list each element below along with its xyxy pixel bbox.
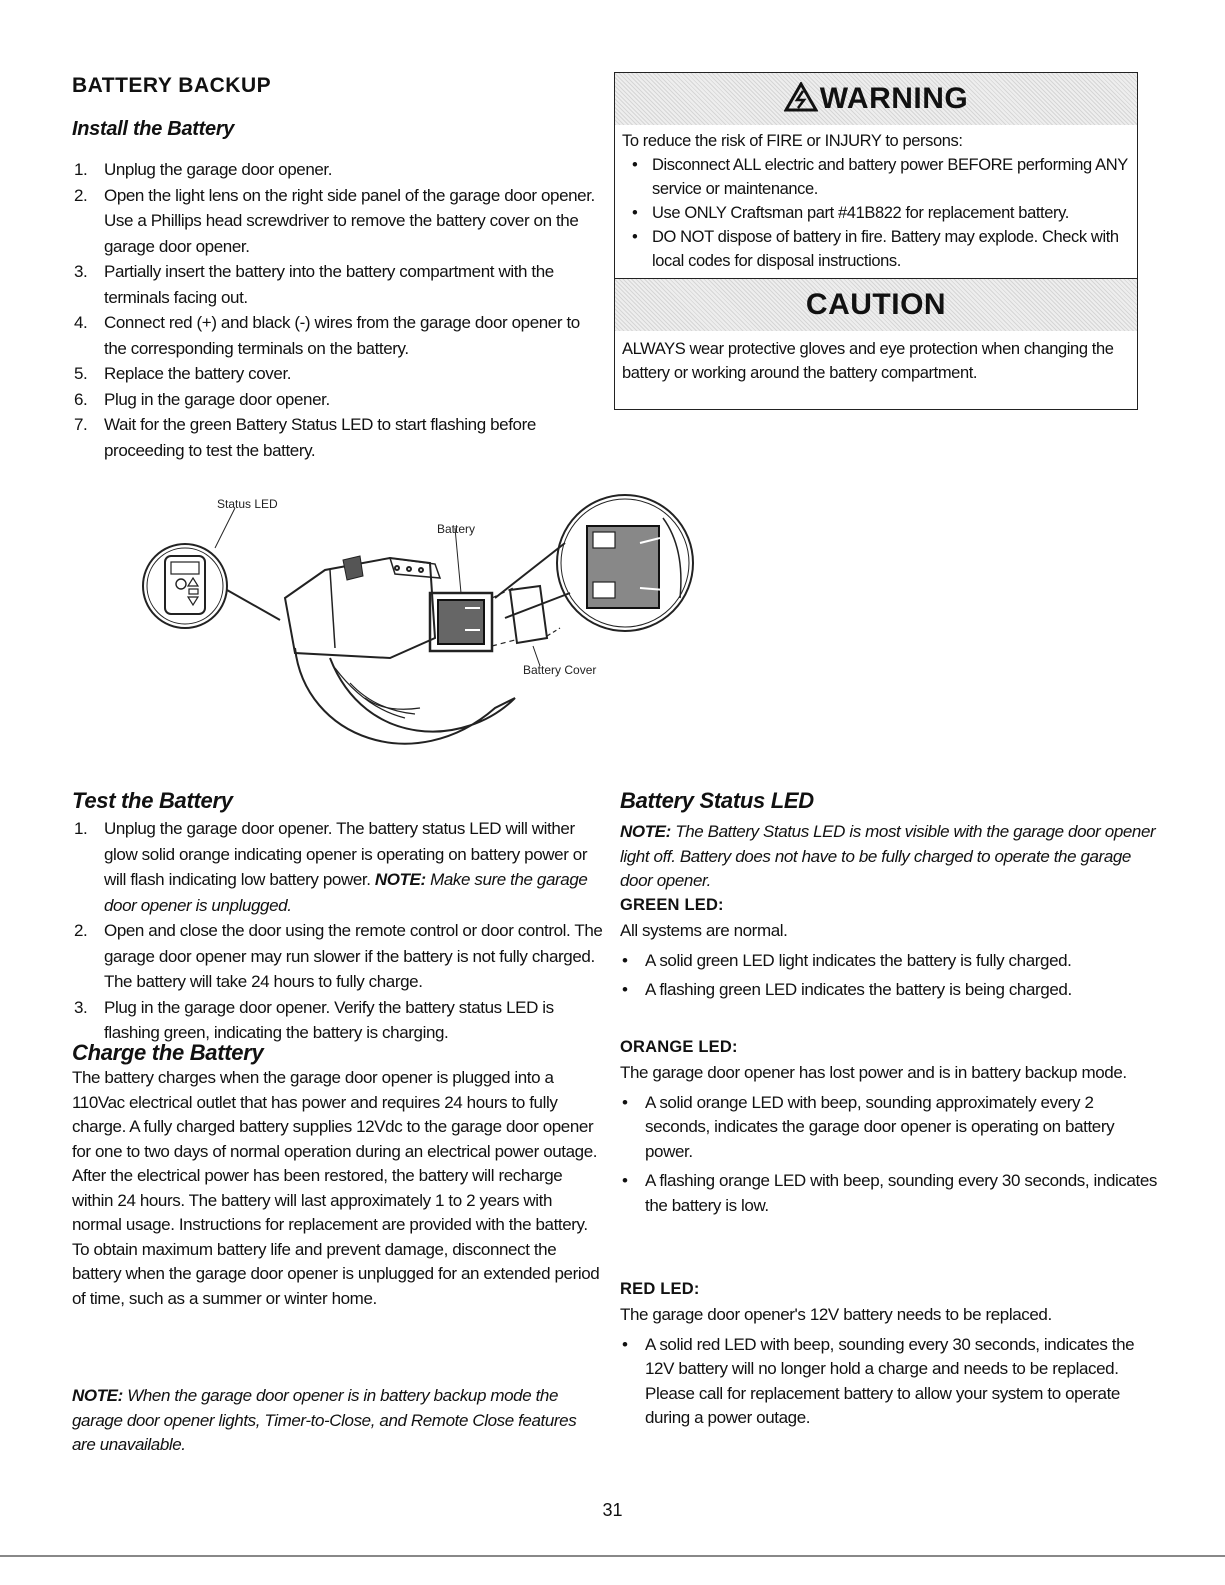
section-heading: BATTERY BACKUP [72, 74, 272, 97]
list-item: 2. Open and close the door using the remote control or door control. The garage door opener may run slower if the battery is not fully charged. The battery will take 24 hours to fully charge. [74, 921, 603, 991]
caution-banner [615, 278, 1137, 331]
opener-drawing [135, 478, 695, 778]
status-led-label: Status LED [217, 497, 278, 511]
list-item: • A flashing green LED indicates the battery is being charged. [620, 978, 1160, 1003]
list-item: • A solid red LED with beep, sounding every 30 seconds, indicates the 12V battery will no longer hold a charge and needs to be replaced. Please call for replacement battery to allow your system to operate during a power outage. [620, 1333, 1160, 1431]
warning-banner [615, 73, 1137, 125]
caution-body: ALWAYS wear protective gloves and eye protection when changing the battery or working around the battery compartment. [622, 340, 1114, 382]
safety-box [614, 72, 1138, 410]
list-item: • A solid green LED light indicates the battery is fully charged. [620, 949, 1160, 974]
list-item: 6. Plug in the garage door opener. [74, 389, 330, 409]
list-item: • A solid orange LED with beep, sounding approximately every 2 seconds, indicates the garage door opener is operating on battery power. [620, 1091, 1160, 1165]
charge-note: NOTE: When the garage door opener is in battery backup mode the garage door opener lights, Timer-to-Close, and Remote Close features are unavailable. [72, 1386, 577, 1454]
list-item: 5. Replace the battery cover. [74, 364, 292, 383]
list-item: 2. Open the light lens on the right side panel of the garage door opener. Use a Phillips head screwdriver to remove the battery cover on the garage door opener. [74, 185, 595, 256]
green-led-heading: GREEN LED: [620, 896, 724, 914]
caution-title: CAUTION [805, 288, 947, 321]
list-item: • DO NOT dispose of battery in fire. Battery may explode. Check with local codes for disposal instructions. [622, 225, 1132, 273]
orange-led-heading: ORANGE LED: [620, 1038, 738, 1056]
bottom-rule [0, 1555, 1225, 1557]
list-item: 3. Partially insert the battery into the battery compartment with the terminals facing out. [74, 262, 554, 307]
warning-title: WARNING [819, 82, 969, 115]
list-item: • Use ONLY Craftsman part #41B822 for replacement battery. [622, 201, 1132, 225]
list-item: 7. Wait for the green Battery Status LED to start flashing before proceeding to test the battery. [74, 415, 536, 460]
orange-led-list [620, 1091, 1160, 1219]
list-item: • Disconnect ALL electric and battery power BEFORE performing ANY service or maintenance. [622, 153, 1132, 201]
page-number: 31 [602, 1500, 623, 1520]
red-led-section [620, 1280, 1160, 1431]
list-item: 4. Connect red (+) and black (-) wires from the garage door opener to the corresponding terminals on the battery. [74, 313, 580, 358]
install-steps-list [74, 157, 604, 463]
charge-subheading: Charge the Battery [72, 1040, 264, 1065]
battery-label: Battery [437, 522, 476, 536]
warning-triangle-icon [784, 82, 818, 112]
install-subheading: Install the Battery [72, 118, 235, 140]
opener-illustration [135, 478, 695, 778]
led-note: NOTE: The Battery Status LED is most visible with the garage door opener light off. Battery does not have to be fully charged to operate the garage door opener. [620, 822, 1156, 890]
test-subheading: Test the Battery [72, 788, 233, 813]
list-item: 1. Unplug the garage door opener. The battery status LED will wither glow solid orange indicating opener is operating on battery power or will flash indicating low battery power. NOTE: Make sure the garage door opener is unplugged. [74, 819, 588, 915]
green-led-section [620, 896, 1160, 1003]
warning-list [622, 153, 1132, 273]
battery-cover-label: Battery Cover [523, 663, 597, 677]
charge-paragraph: The battery charges when the garage door opener is plugged into a 110Vac electrical outlet that has power and requires 24 hours to fully charge. A fully charged battery supplies 12Vdc to the garage door opener for one to two days of normal operation during an electrical power outage. After the electrical power has been restored, the battery will recharge within 24 hours. The battery will last approximately 1 to 2 years with normal usage. Instructions for replacement are provided with the battery. To obtain maximum battery life and prevent damage, disconnect the battery when the garage door opener is unplugged for an extended period of time, such as a summer or winter home. [72, 1068, 600, 1308]
warning-body [622, 129, 1132, 273]
green-led-list [620, 949, 1160, 1003]
led-subheading: Battery Status LED [620, 788, 814, 813]
green-led-text: All systems are normal. [620, 921, 788, 940]
list-item: 3. Plug in the garage door opener. Verify the battery status LED is flashing green, indicating the battery is charging. [74, 997, 554, 1042]
red-led-list [620, 1333, 1160, 1431]
warning-intro: To reduce the risk of FIRE or INJURY to persons: [622, 132, 963, 150]
test-steps-list [74, 816, 604, 1046]
orange-led-text: The garage door opener has lost power and is in battery backup mode. [620, 1063, 1127, 1082]
orange-led-section [620, 1038, 1160, 1218]
red-led-heading: RED LED: [620, 1280, 700, 1298]
list-item: • A flashing orange LED with beep, sounding every 30 seconds, indicates the battery is low. [620, 1169, 1160, 1218]
list-item: 1. Unplug the garage door opener. [74, 160, 333, 179]
red-led-text: The garage door opener's 12V battery needs to be replaced. [620, 1305, 1052, 1324]
